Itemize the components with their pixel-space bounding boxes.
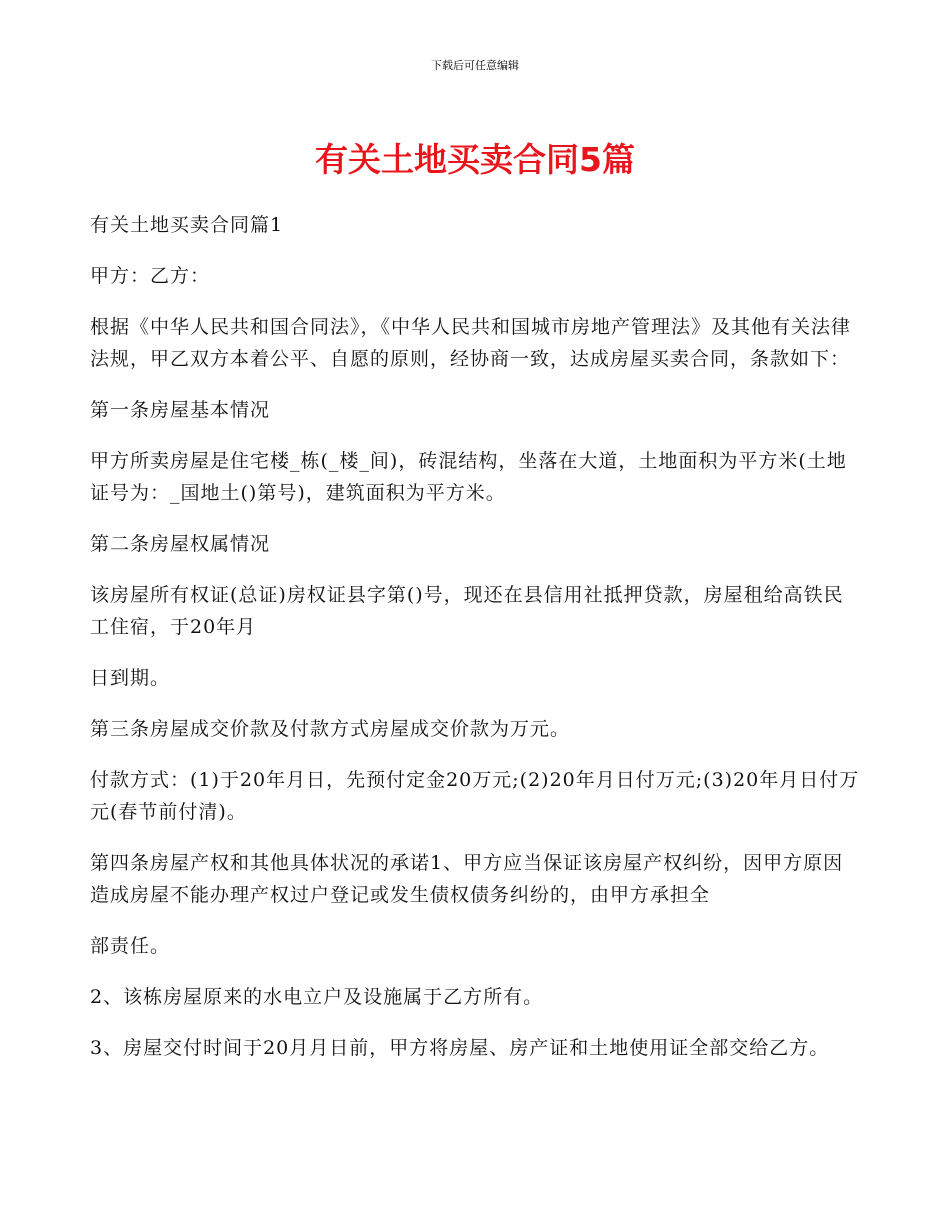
document-body	[90, 209, 860, 1083]
document-title: 有关土地买卖合同5篇	[315, 140, 635, 179]
parties-line: 甲方：乙方：	[90, 265, 211, 287]
article-2-body-continued: 日到期。	[90, 667, 171, 689]
clause-3: 3、房屋交付时间于20月月日前，甲方将房屋、房产证和土地使用证全部交给乙方。	[90, 1037, 830, 1059]
header-note: 下载后可任意编辑	[431, 59, 519, 72]
article-3-heading: 第三条房屋成交价款及付款方式房屋成交价款为万元。	[90, 718, 571, 740]
article-4-body: 第四条房屋产权和其他具体状况的承诺1、甲方应当保证该房屋产权纠纷，因甲方原因造成房屋不能办理产权过户登记或发生债权债务纠纷的，由甲方承担全	[90, 852, 844, 906]
payment-terms: 付款方式：(1)于20年月日，先预付定金20万元;(2)20年月日付万元;(3)20年月日付万元(春节前付清)。	[90, 769, 860, 823]
article-4-body-continued: 部责任。	[90, 935, 171, 957]
article-2-body: 该房屋所有权证(总证)房权证县字第()号，现还在县信用社抵押贷款，房屋租给高铁民工住宿，于20年月	[90, 584, 844, 638]
section-heading: 有关土地买卖合同篇1	[90, 214, 284, 236]
article-2-heading: 第二条房屋权属情况	[90, 533, 271, 555]
article-1-body: 甲方所卖房屋是住宅楼_栋(_楼_间)，砖混结构，坐落在大道，土地面积为平方米(土地证号为：_国地土()第号)，建筑面积为平方米。	[90, 450, 847, 504]
preamble-paragraph: 根据《中华人民共和国合同法》，《中华人民共和国城市房地产管理法》及其他有关法律法规，甲乙双方本着公平、自愿的原则，经协商一致，达成房屋买卖合同，条款如下：	[90, 316, 852, 370]
clause-2: 2、该栋房屋原来的水电立户及设施属于乙方所有。	[90, 986, 544, 1008]
article-1-heading: 第一条房屋基本情况	[90, 399, 271, 421]
